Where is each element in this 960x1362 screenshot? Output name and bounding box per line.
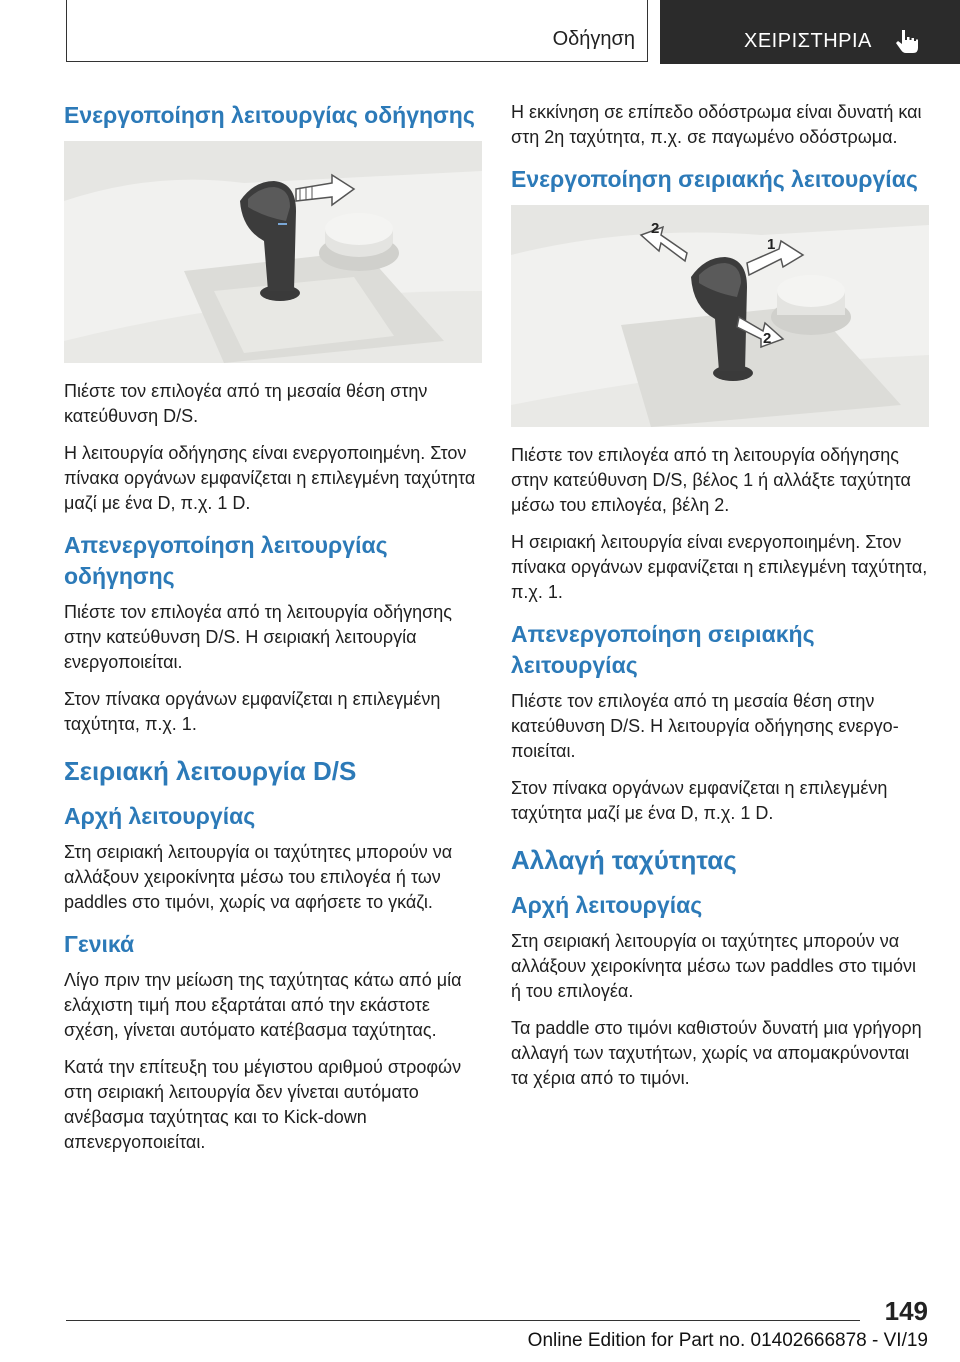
figure-arrow-label-2a: 2: [651, 220, 660, 237]
page-header: [66, 0, 960, 64]
heading-principle: Αρχή λειτουργίας: [64, 803, 256, 829]
heading-sequential-mode: Σειριακή λειτουργία D/S: [64, 756, 357, 786]
figure-selector-lever-sequential: [511, 205, 929, 427]
paragraph: Στον πίνακα οργάνων εμφανίζεται η επιλεγμένη ταχύτητα μαζί με ένα D, π.χ. 1 D.: [511, 778, 888, 823]
heading-general: Γενικά: [64, 931, 135, 957]
paragraph: Πιέστε τον επιλογέα από τη μεσαία θέση στην κατεύθυνση D/S. Η λειτουργία οδήγησης ενεργοποιείται.: [511, 691, 899, 761]
figure-selector-lever-forward: [64, 141, 482, 363]
left-column: [64, 100, 482, 1167]
section-title: Οδήγηση: [552, 28, 635, 50]
hand-pointer-icon: [892, 26, 922, 56]
paragraph: Στη σειριακή λειτουργία οι ταχύτητες μπορούν να αλλάξουν χειροκίνητα μέσω των paddles στο τιμόνι ή του επιλογέα.: [511, 931, 916, 1001]
page-number: 149: [884, 1296, 928, 1326]
right-column: [511, 100, 929, 1103]
paragraph: Στον πίνακα οργάνων εμφανίζεται η επιλεγμένη ταχύτητα, π.χ. 1.: [64, 689, 441, 734]
heading-deactivate-sequential: Απενεργοποίηση σειριακής λειτουργίας: [511, 621, 815, 678]
heading-activate-drive-mode: Ενεργοποίηση λειτουργίας οδήγησης: [64, 102, 475, 128]
paragraph: Πιέστε τον επιλογέα από τη μεσαία θέση στην κατεύθυνση D/S.: [64, 381, 428, 426]
figure-arrow-label-2b: 2: [763, 330, 772, 347]
heading-gear-change: Αλλαγή ταχύτητας: [511, 845, 737, 875]
chapter-tab: [660, 0, 960, 64]
figure-arrow-label-1: 1: [767, 236, 776, 253]
paragraph: Πιέστε τον επιλογέα από τη λειτουργία οδήγησης στην κατεύθυνση D/S, βέλος 1 ή αλλάξτε ταχύτητα μέσω του επιλογέα, βέλη 2.: [511, 445, 911, 515]
paragraph: Κατά την επίτευξη του μέγιστου αριθμού στροφών στη σειριακή λειτουργία δεν γίνεται αυτόματο ανέβασμα ταχύτητας και το Kick-down απενεργοποιείται.: [64, 1057, 462, 1152]
paragraph: Λίγο πριν την μείωση της ταχύτητας κάτω από μία ελάχιστη τιμή που εξαρτάται από την εκάστοτε σχέση, γίνεται αυτόματο κατέβασμα ταχύτητας.: [64, 970, 462, 1040]
paragraph: Τα paddle στο τιμόνι καθιστούν δυνατή μια γρήγορη αλλαγή των ταχυτήτων, χωρίς να απομακρύνονται τα χέρια από το τιμόνι.: [511, 1018, 922, 1088]
paragraph: Η εκκίνηση σε επίπεδο οδόστρωμα είναι δυνατή και στη 2η ταχύτητα, π.χ. σε παγωμένο οδόστρωμα.: [511, 102, 922, 147]
chapter-title: ΧΕΙΡΙΣΤΗΡΙΑ: [744, 30, 872, 52]
paragraph: Η λειτουργία οδήγησης είναι ενεργοποιημένη. Στον πίνακα οργάνων εμφανίζεται η επιλεγμένη ταχύτητα μαζί με ένα D, π.χ. 1 D.: [64, 443, 476, 513]
heading-deactivate-drive-mode: Απενεργοποίηση λειτουργίας οδήγησης: [64, 532, 388, 589]
paragraph: Στη σειριακή λειτουργία οι ταχύτητες μπορούν να αλλάξουν χειροκίνητα μέσω του επιλογέα ή των paddles στο τιμόνι, χωρίς να αφήσετε το γκάζι.: [64, 842, 453, 912]
heading-principle: Αρχή λειτουργίας: [511, 892, 703, 918]
heading-activate-sequential: Ενεργοποίηση σειριακής λειτουργίας: [511, 166, 918, 192]
footer-rule: [66, 1320, 860, 1321]
paragraph: Η σειριακή λειτουργία είναι ενεργοποιημένη. Στον πίνακα οργάνων εμφανίζεται η επιλεγμένη ταχύτητα, π.χ. 1.: [511, 532, 928, 602]
paragraph: Πιέστε τον επιλογέα από τη λειτουργία οδήγησης στην κατεύθυνση D/S. Η σειριακή λειτουργία ενεργοποιείται.: [64, 602, 452, 672]
edition-text: Online Edition for Part no. 01402666878 - VI/19: [527, 1330, 928, 1351]
section-tab: [66, 0, 648, 62]
